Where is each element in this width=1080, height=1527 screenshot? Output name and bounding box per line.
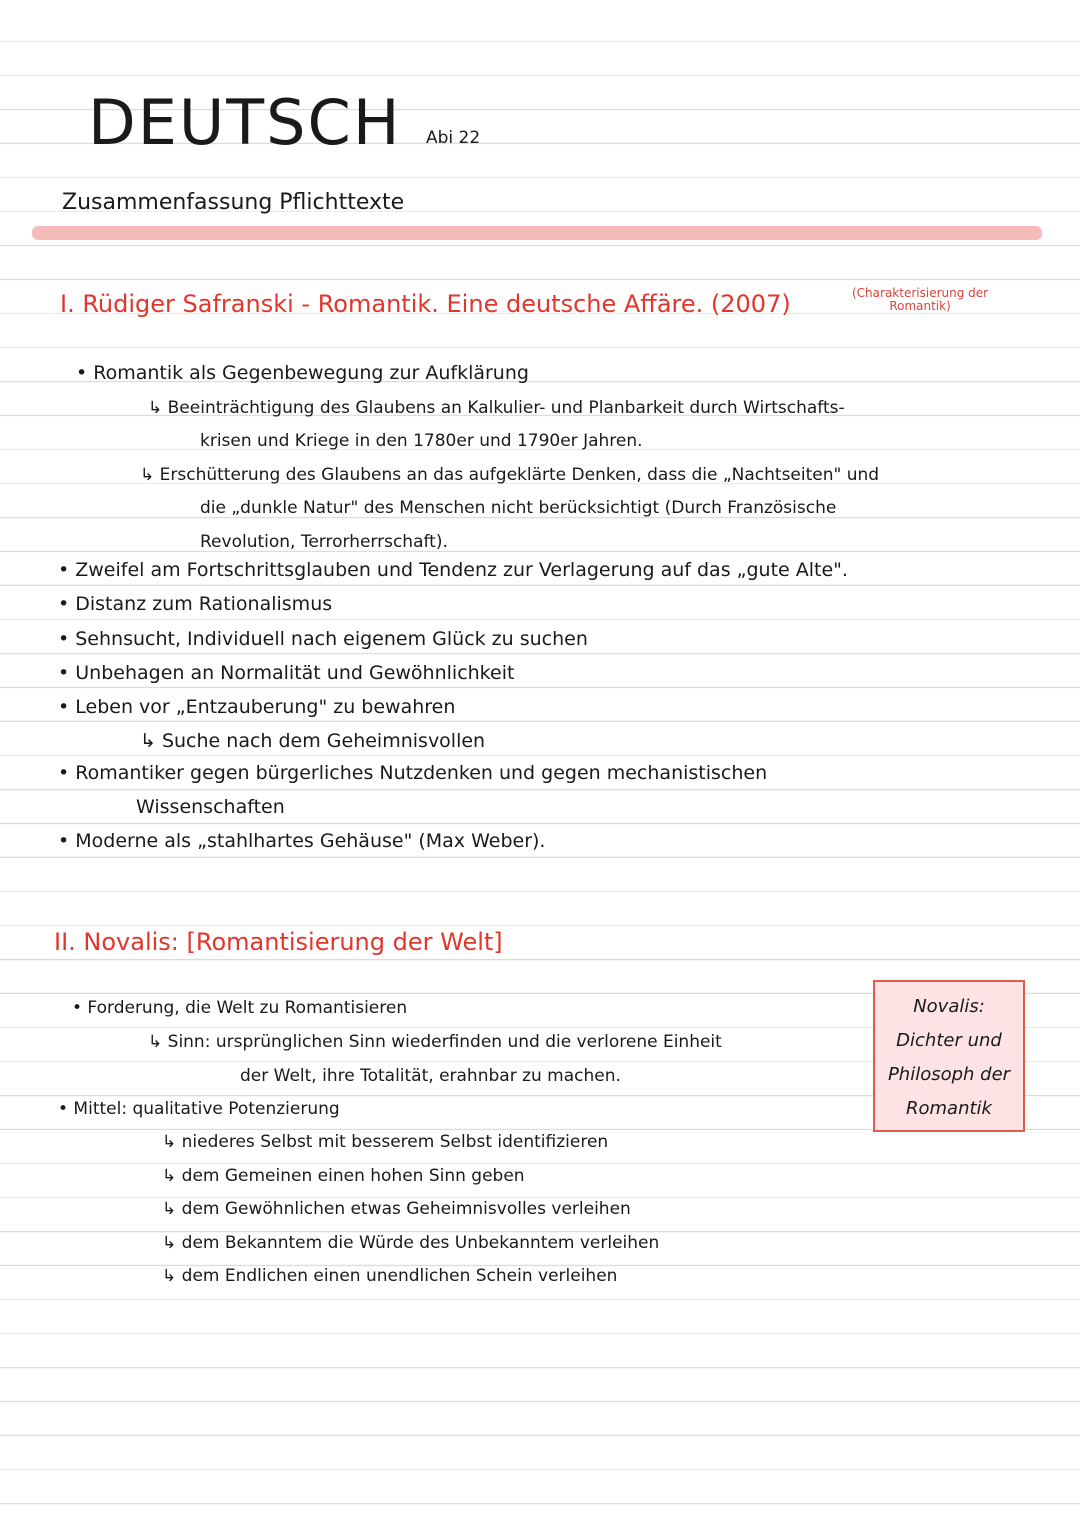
- section-2-heading: II. Novalis: [Romantisierung der Welt]: [54, 928, 503, 956]
- list-item: • Distanz zum Rationalismus: [58, 593, 333, 615]
- list-item: • Zweifel am Fortschrittsglauben und Tendenz zur Verlagerung auf das „gute Alte".: [58, 559, 848, 581]
- list-item: • Moderne als „stahlhartes Gehäuse" (Max Weber).: [58, 830, 546, 852]
- list-item: • Romantik als Gegenbewegung zur Aufklärung: [76, 362, 529, 384]
- side-note-line-1: (Charakterisierung der: [852, 286, 989, 300]
- list-item: ↳ Sinn: ursprünglichen Sinn wiederfinden und die verlorene Einheit: [148, 1032, 722, 1052]
- list-item: Revolution, Terrorherrschaft).: [200, 532, 448, 552]
- list-item: • Leben vor „Entzauberung" zu bewahren: [58, 696, 456, 718]
- list-item: ↳ dem Bekanntem die Würde des Unbekanntem verleihen: [162, 1233, 660, 1253]
- list-item: krisen und Kriege in den 1780er und 1790er Jahren.: [200, 431, 643, 451]
- highlighter-stroke: [32, 226, 1042, 240]
- box-line-2: Dichter und: [896, 1030, 1002, 1051]
- list-item: ↳ dem Gemeinen einen hohen Sinn geben: [162, 1166, 525, 1186]
- list-item: ↳ Suche nach dem Geheimnisvollen: [140, 730, 486, 752]
- list-item: Wissenschaften: [136, 796, 285, 818]
- list-item: der Welt, ihre Totalität, erahnbar zu machen.: [240, 1066, 621, 1086]
- list-item: • Mittel: qualitative Potenzierung: [58, 1099, 340, 1119]
- box-line-3: Philosoph der: [887, 1064, 1011, 1085]
- section-1-heading: I. Rüdiger Safranski - Romantik. Eine deutsche Affäre. (2007): [60, 290, 791, 318]
- list-item: die „dunkle Natur" des Menschen nicht berücksichtigt (Durch Französische: [200, 498, 837, 518]
- page-subtitle: Zusammenfassung Pflichttexte: [62, 190, 405, 215]
- list-item: ↳ niederes Selbst mit besserem Selbst identifizieren: [162, 1132, 609, 1152]
- list-item: • Sehnsucht, Individuell nach eigenem Glück zu suchen: [58, 628, 588, 650]
- list-item: ↳ dem Gewöhnlichen etwas Geheimnisvolles verleihen: [162, 1199, 631, 1219]
- side-note-line-2: Romantik): [889, 299, 951, 313]
- title-tag: Abi 22: [426, 128, 481, 148]
- list-item: • Unbehagen an Normalität und Gewöhnlichkeit: [58, 662, 515, 684]
- section-1-side-note: [852, 287, 988, 313]
- page-title: DEUTSCH: [88, 86, 402, 159]
- list-item: • Romantiker gegen bürgerliches Nutzdenken und gegen mechanistischen: [58, 762, 768, 784]
- list-item: ↳ Beeinträchtigung des Glaubens an Kalkulier- und Planbarkeit durch Wirtschafts-: [148, 398, 845, 418]
- list-item: ↳ Erschütterung des Glaubens an das aufgeklärte Denken, dass die „Nachtseiten" und: [140, 465, 880, 485]
- box-line-4: Romantik: [906, 1098, 992, 1119]
- list-item: ↳ dem Endlichen einen unendlichen Schein verleihen: [162, 1266, 618, 1286]
- list-item: • Forderung, die Welt zu Romantisieren: [72, 998, 408, 1018]
- novalis-info-box: [873, 980, 1025, 1132]
- box-line-1: Novalis:: [913, 996, 985, 1017]
